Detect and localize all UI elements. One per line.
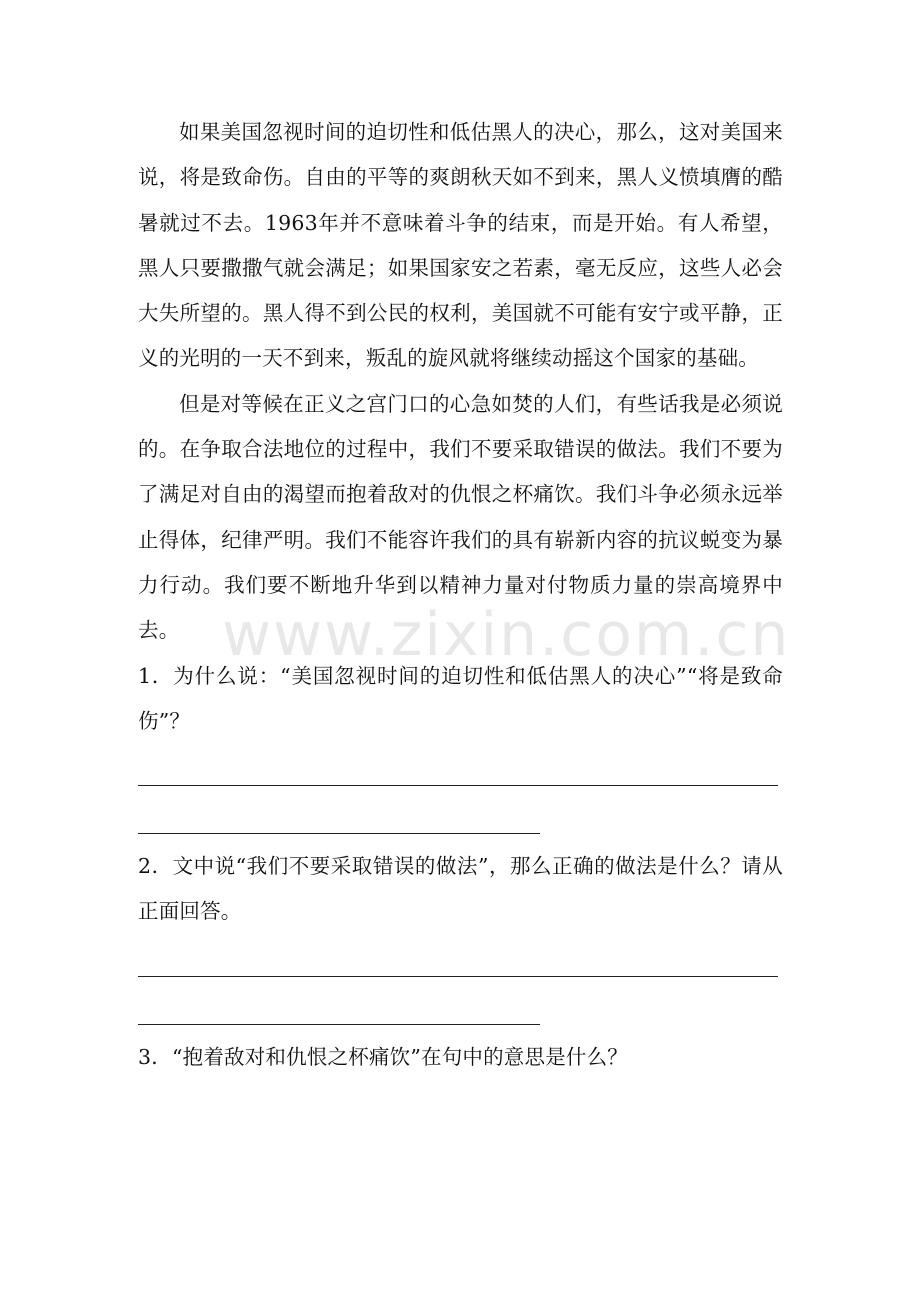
passage-paragraph-1: 如果美国忽视时间的迫切性和低估黑人的决心，那么，这对美国来说，将是致命伤。自由的平等的爽朗秋天如不到来，黑人义愤填膺的酷暑就过不去。1963年并不意味着斗争的结束，而是开始。有人希望，黑人只要撒撒气就会满足；如果国家安之若素，毫无反应，这些人必会大失所望的。黑人得不到公民的权利，美国就不可能有安宁或平静，正义的光明的一天不到来，叛乱的旋风就将继续动摇这个国家的基础。 (138, 120, 783, 371)
answer-line-1a (138, 744, 783, 792)
watermark: www.zixin.com.cn (222, 600, 791, 670)
answer-line-2a (138, 935, 783, 983)
question-1: 1．为什么说：“美国忽视时间的迫切性和低估黑人的决心”“将是致命伤”？ (138, 663, 783, 733)
answer-line-1b (138, 792, 783, 840)
question-3: 3．“抱着敌对和仇恨之杯痛饮”在句中的意思是什么？ (138, 1044, 629, 1069)
document-page (138, 110, 783, 1080)
passage-paragraph-2: 但是对等候在正义之宫门口的心急如焚的人们，有些话我是必须说的。在争取合法地位的过程中，我们不要采取错误的做法。我们不要为了满足对自由的渴望而抱着敌对的仇恨之杯痛饮。我们斗争必须永远举止得体，纪律严明。我们不能容许我们的具有崭新内容的抗议蜕变为暴力行动。我们要不断地升华到以精神力量对付物质力量的崇高境界中去。 (138, 391, 783, 643)
question-2: 2．文中说“我们不要采取错误的做法”，那么正确的做法是什么？请从正面回答。 (138, 854, 783, 924)
answer-line-2b (138, 983, 783, 1031)
